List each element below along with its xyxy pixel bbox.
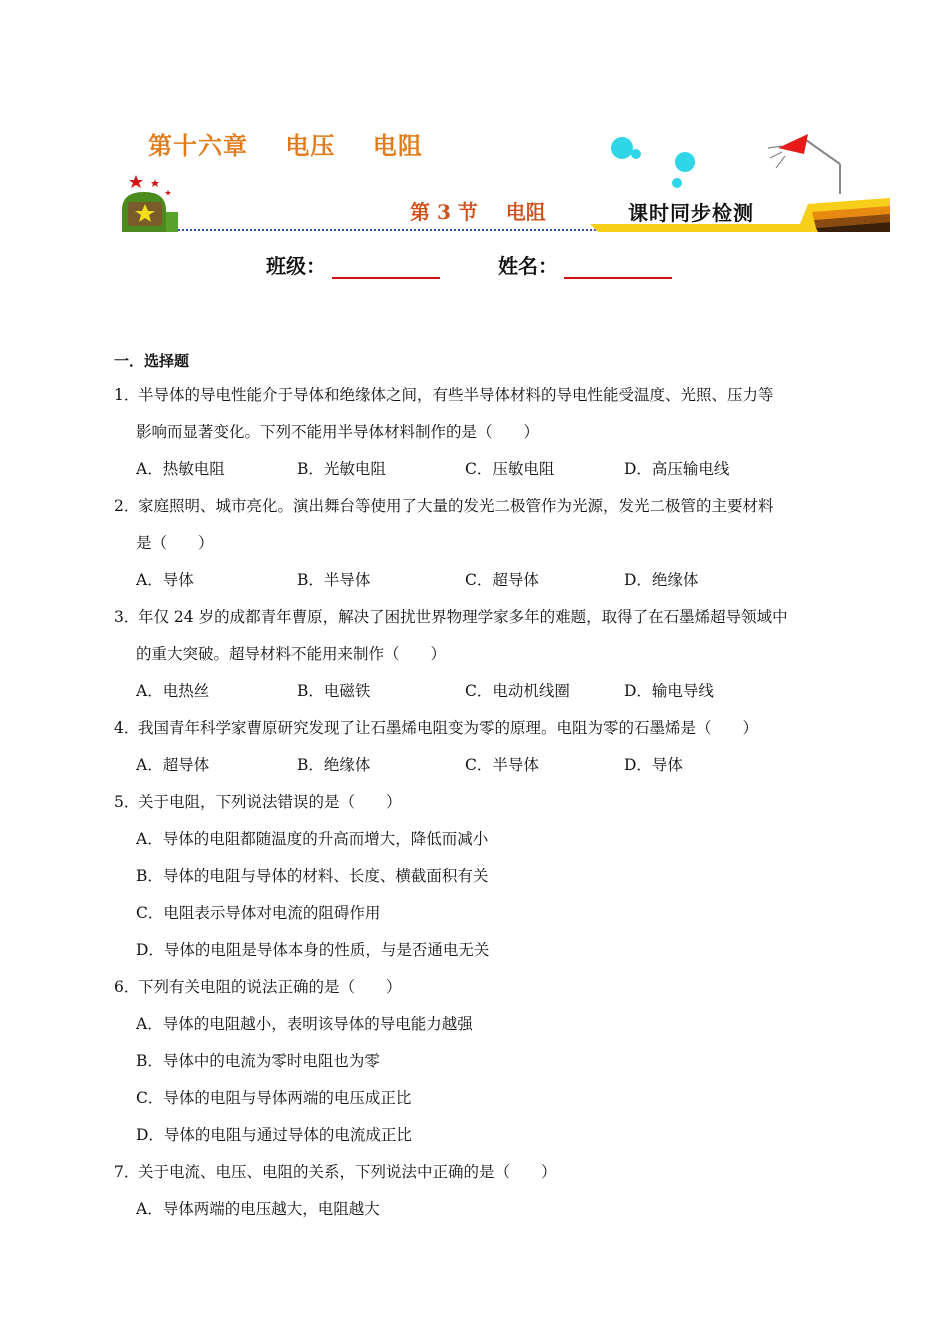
name-blank[interactable]	[564, 257, 672, 279]
question-1	[114, 377, 774, 414]
question-number: 4．	[114, 719, 140, 737]
option-b[interactable]: B．导体的电阻与导体的材料、长度、横截面积有关	[136, 867, 489, 885]
bubble-decoration	[672, 178, 682, 188]
option-d[interactable]: D．导体的电阻是导体本身的性质，与是否通电无关	[136, 941, 490, 959]
option-d[interactable]: D．导体	[624, 756, 683, 774]
bubble-decoration	[611, 137, 633, 159]
option-a[interactable]: A．超导体	[136, 756, 210, 774]
option-a[interactable]: A．导体的电阻越小，表明该导体的导电能力越强	[136, 1015, 473, 1033]
option-d[interactable]: D．导体的电阻与通过导体的电流成正比	[136, 1126, 412, 1144]
question-text-continued: 的重大突破。超导材料不能用来制作（ ）	[136, 645, 447, 663]
question-number: 2．	[114, 497, 140, 515]
question-number: 3．	[114, 608, 140, 626]
name-field	[498, 250, 672, 279]
question-text: 我国青年科学家曹原研究发现了让石墨烯电阻变为零的原理。电阻为零的石墨烯是（ ）	[138, 719, 759, 737]
question-3	[114, 599, 788, 636]
option-c[interactable]: C．电阻表示导体对电流的阻碍作用	[136, 904, 381, 922]
question-text: 家庭照明、城市亮化。演出舞台等使用了大量的发光二极管作为光源，发光二极管的主要材料	[138, 497, 774, 515]
bubble-decoration	[675, 152, 695, 172]
class-label: 班级：	[266, 254, 326, 278]
question-text: 年仅 24 岁的成都青年曹原，解决了困扰世界物理学家多年的难题，取得了在石墨烯超导领域中	[138, 608, 788, 626]
option-b[interactable]: B．电磁铁	[297, 682, 371, 700]
bubble-decoration	[631, 149, 641, 159]
sync-check-title: 课时同步检测	[628, 201, 754, 225]
question-number: 1．	[114, 386, 140, 404]
option-c[interactable]: C．压敏电阻	[465, 460, 555, 478]
question-number: 7．	[114, 1163, 140, 1181]
option-a[interactable]: A．电热丝	[136, 682, 210, 700]
desk-lamp-icon	[768, 134, 840, 194]
option-b[interactable]: B．半导体	[297, 571, 371, 589]
option-c[interactable]: C．半导体	[465, 756, 539, 774]
option-c[interactable]: C．超导体	[465, 571, 539, 589]
option-d[interactable]: D．绝缘体	[624, 571, 699, 589]
question-text-continued: 影响而显著变化。下列不能用半导体材料制作的是（ ）	[136, 423, 540, 441]
section-title: 第 3 节 电阻	[410, 200, 546, 224]
question-5	[114, 784, 402, 821]
question-2	[114, 488, 774, 525]
section-heading: 一．选择题	[114, 352, 190, 370]
class-field	[266, 250, 440, 279]
option-a[interactable]: A．导体两端的电压越大，电阻越大	[136, 1200, 380, 1218]
chapter-title: 第十六章 电压 电阻	[148, 131, 423, 160]
option-b[interactable]: B．绝缘体	[297, 756, 371, 774]
option-a[interactable]: A．导体的电阻都随温度的升高而增大，降低而减小	[136, 830, 489, 848]
option-d[interactable]: D．输电导线	[624, 682, 714, 700]
question-text: 下列有关电阻的说法正确的是（ ）	[138, 978, 402, 996]
option-a[interactable]: A．导体	[136, 571, 194, 589]
option-b[interactable]: B．导体中的电流为零时电阻也为零	[136, 1052, 380, 1070]
green-star-badge	[122, 192, 178, 232]
question-text: 半导体的导电性能介于导体和绝缘体之间，有些半导体材料的导电性能受温度、光照、压力等	[138, 386, 774, 404]
question-number: 5．	[114, 793, 140, 811]
question-text: 关于电流、电压、电阻的关系，下列说法中正确的是（ ）	[138, 1163, 557, 1181]
option-b[interactable]: B．光敏电阻	[297, 460, 386, 478]
question-4	[114, 710, 758, 747]
question-6	[114, 969, 402, 1006]
question-number: 6．	[114, 978, 140, 996]
option-c[interactable]: C．电动机线圈	[465, 682, 570, 700]
question-text-continued: 是（ ）	[136, 534, 214, 552]
option-c[interactable]: C．导体的电阻与导体两端的电压成正比	[136, 1089, 412, 1107]
option-d[interactable]: D．高压输电线	[624, 460, 730, 478]
option-a[interactable]: A．热敏电阻	[136, 460, 225, 478]
question-text: 关于电阻，下列说法错误的是（ ）	[138, 793, 402, 811]
class-blank[interactable]	[332, 257, 440, 279]
name-label: 姓名：	[498, 254, 558, 278]
question-7	[114, 1154, 557, 1191]
